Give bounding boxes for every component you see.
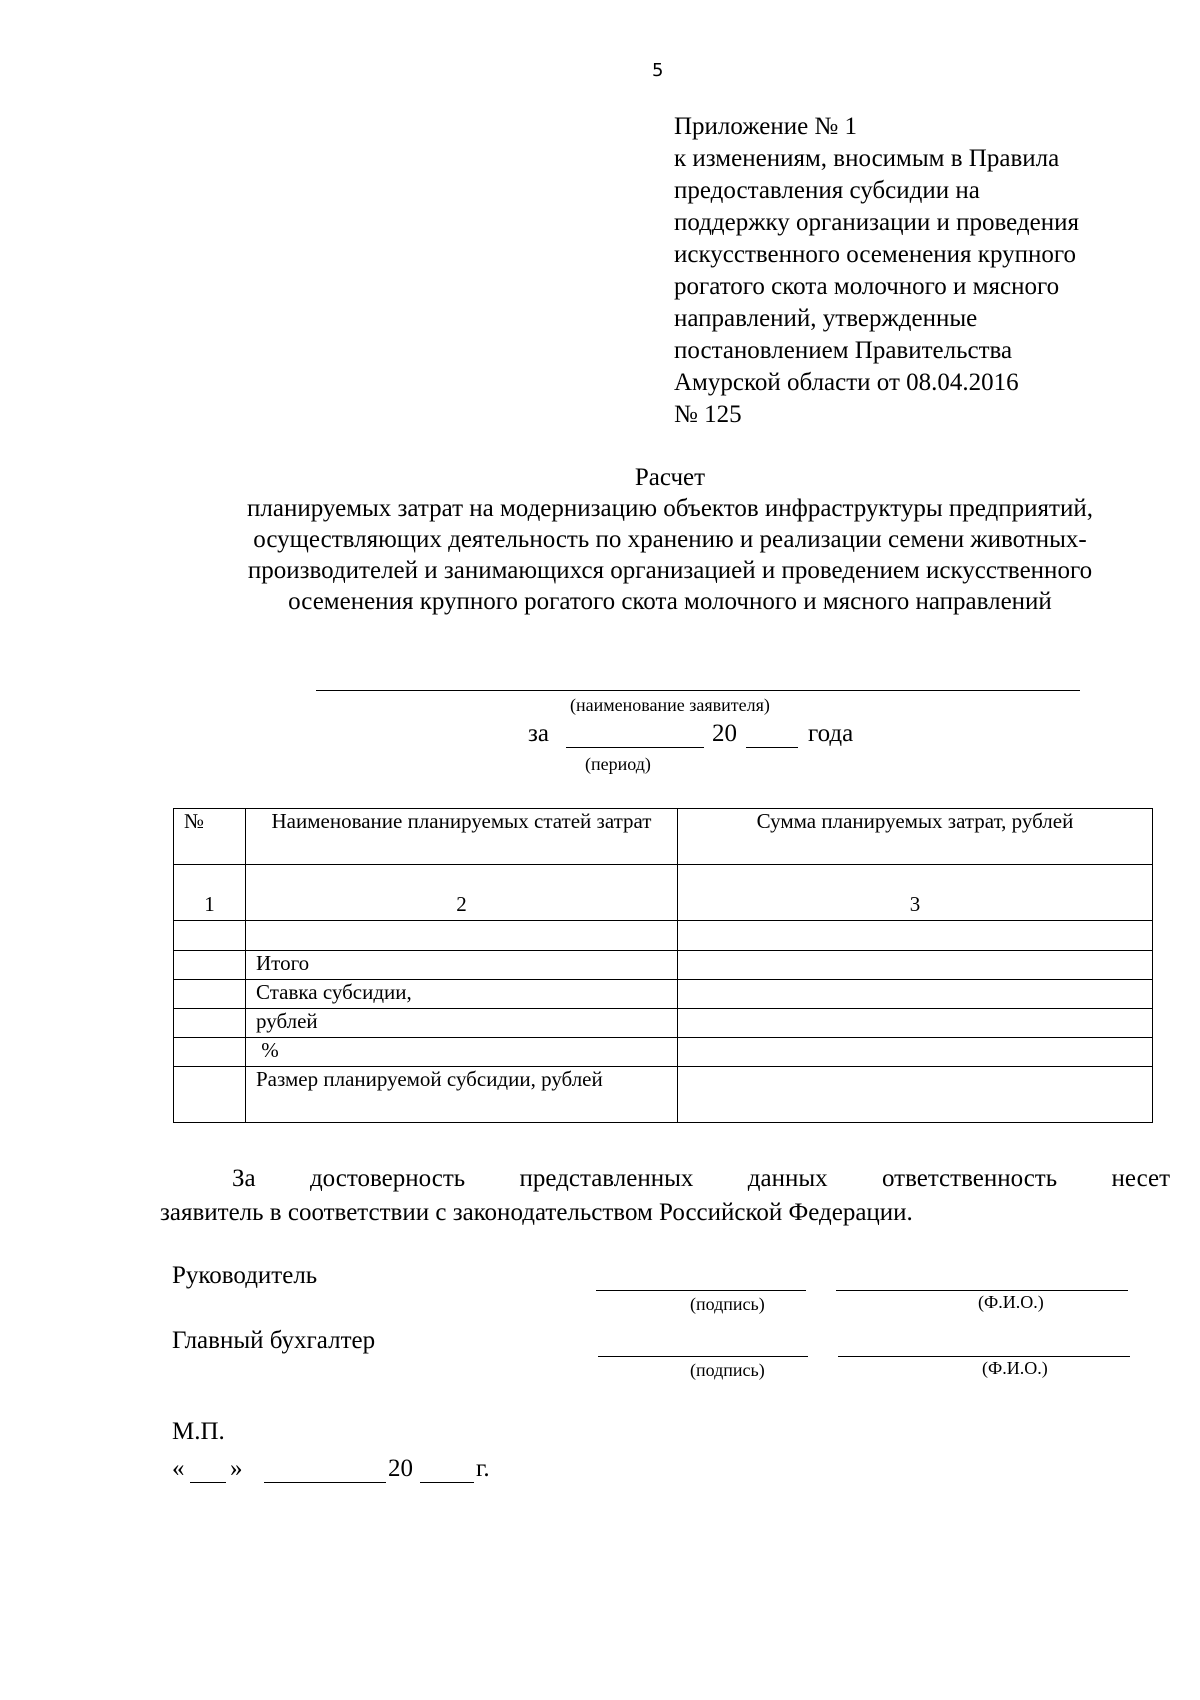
column-number: 3 (678, 865, 1153, 921)
header-number: № (174, 809, 246, 865)
row-number-cell (174, 951, 246, 980)
applicant-caption: (наименование заявителя) (570, 695, 770, 715)
page-number: 5 (652, 60, 664, 81)
appendix-line: к изменениям, вносимым в Правила (674, 145, 1060, 172)
appendix-line: направлений, утвержденные (674, 305, 978, 332)
header-sum: Сумма планируемых затрат, рублей (678, 809, 1153, 865)
period-year-prefix: 20 (712, 720, 737, 747)
document-title (140, 462, 1200, 617)
accountant-signature-caption: (подпись) (690, 1360, 765, 1380)
period-year-field[interactable] (746, 747, 798, 748)
date-close-quote: » (230, 1455, 243, 1482)
table-row (174, 1038, 1153, 1067)
period-caption: (период) (585, 754, 651, 774)
table-column-numbers-row (174, 865, 1153, 921)
applicant-name-line[interactable] (316, 690, 1080, 691)
row-sum-cell[interactable] (678, 921, 1153, 951)
table-row (174, 1009, 1153, 1038)
title-line: планируемых затрат на модернизацию объектов инфраструктуры предприятий, (247, 495, 1093, 522)
date-year-field[interactable] (420, 1482, 474, 1483)
row-number-cell[interactable] (174, 921, 246, 951)
appendix-line: поддержку организации и проведения (674, 209, 1079, 236)
row-name-cell: Ставка субсидии, (246, 980, 678, 1009)
title-line: осеменения крупного рогатого скота молочного и мясного направлений (288, 588, 1052, 615)
stamp-label: М.П. (172, 1418, 225, 1445)
date-year-suffix: г. (476, 1455, 490, 1482)
title-line: осуществляющих деятельность по хранению и реализации семени животных- (253, 526, 1087, 553)
period-prefix: за (528, 720, 549, 747)
appendix-line: постановлением Правительства (674, 337, 1013, 364)
column-number: 2 (246, 865, 678, 921)
table-header-row (174, 809, 1153, 865)
header-item-name: Наименование планируемых статей затрат (246, 809, 678, 865)
responsibility-statement (160, 1162, 1170, 1230)
accountant-name-caption: (Ф.И.О.) (982, 1358, 1048, 1378)
director-name-caption: (Ф.И.О.) (978, 1292, 1044, 1312)
accountant-label: Главный бухгалтер (172, 1327, 376, 1354)
row-name-cell: Итого (246, 951, 678, 980)
row-name-cell: Размер планируемой субсидии, рублей (246, 1067, 678, 1123)
row-sum-cell[interactable] (678, 1009, 1153, 1038)
column-number: 1 (174, 865, 246, 921)
director-name-field[interactable] (836, 1290, 1128, 1291)
director-label: Руководитель (172, 1262, 318, 1289)
row-name-cell: % (246, 1038, 678, 1067)
row-number-cell (174, 1038, 246, 1067)
row-number-cell (174, 980, 246, 1009)
appendix-line: искусственного осеменения крупного (674, 241, 1077, 268)
table-row (174, 1067, 1153, 1123)
appendix-header (674, 111, 1174, 431)
row-name-cell[interactable] (246, 921, 678, 951)
row-sum-cell[interactable] (678, 1038, 1153, 1067)
costs-table (173, 808, 1153, 1123)
row-name-cell: рублей (246, 1009, 678, 1038)
table-row (174, 980, 1153, 1009)
table-row (174, 951, 1153, 980)
date-day-field[interactable] (190, 1482, 226, 1483)
appendix-line: рогатого скота молочного и мясного (674, 273, 1060, 300)
appendix-line: Приложение № 1 (674, 113, 858, 140)
title-heading: Расчет (634, 464, 706, 491)
director-signature-caption: (подпись) (690, 1294, 765, 1314)
table-row (174, 921, 1153, 951)
statement-line: За достоверность представленных данных ответственность несет (232, 1165, 1170, 1192)
period-field[interactable] (566, 747, 704, 748)
date-open-quote: « (172, 1455, 185, 1482)
statement-line: заявитель в соответствии с законодательством Российской Федерации. (160, 1199, 913, 1226)
appendix-line: № 125 (674, 401, 742, 428)
period-year-suffix: года (808, 720, 854, 747)
date-year-prefix: 20 (388, 1455, 413, 1482)
date-month-field[interactable] (264, 1482, 386, 1483)
row-sum-cell[interactable] (678, 1067, 1153, 1123)
appendix-line: предоставления субсидии на (674, 177, 980, 204)
appendix-line: Амурской области от 08.04.2016 (674, 369, 1019, 396)
accountant-signature-field[interactable] (598, 1356, 808, 1357)
row-number-cell (174, 1009, 246, 1038)
row-number-cell (174, 1067, 246, 1123)
director-signature-field[interactable] (596, 1290, 806, 1291)
title-line: производителей и занимающихся организацией и проведением искусственного (247, 557, 1093, 584)
row-sum-cell[interactable] (678, 980, 1153, 1009)
accountant-name-field[interactable] (838, 1356, 1130, 1357)
row-sum-cell[interactable] (678, 951, 1153, 980)
